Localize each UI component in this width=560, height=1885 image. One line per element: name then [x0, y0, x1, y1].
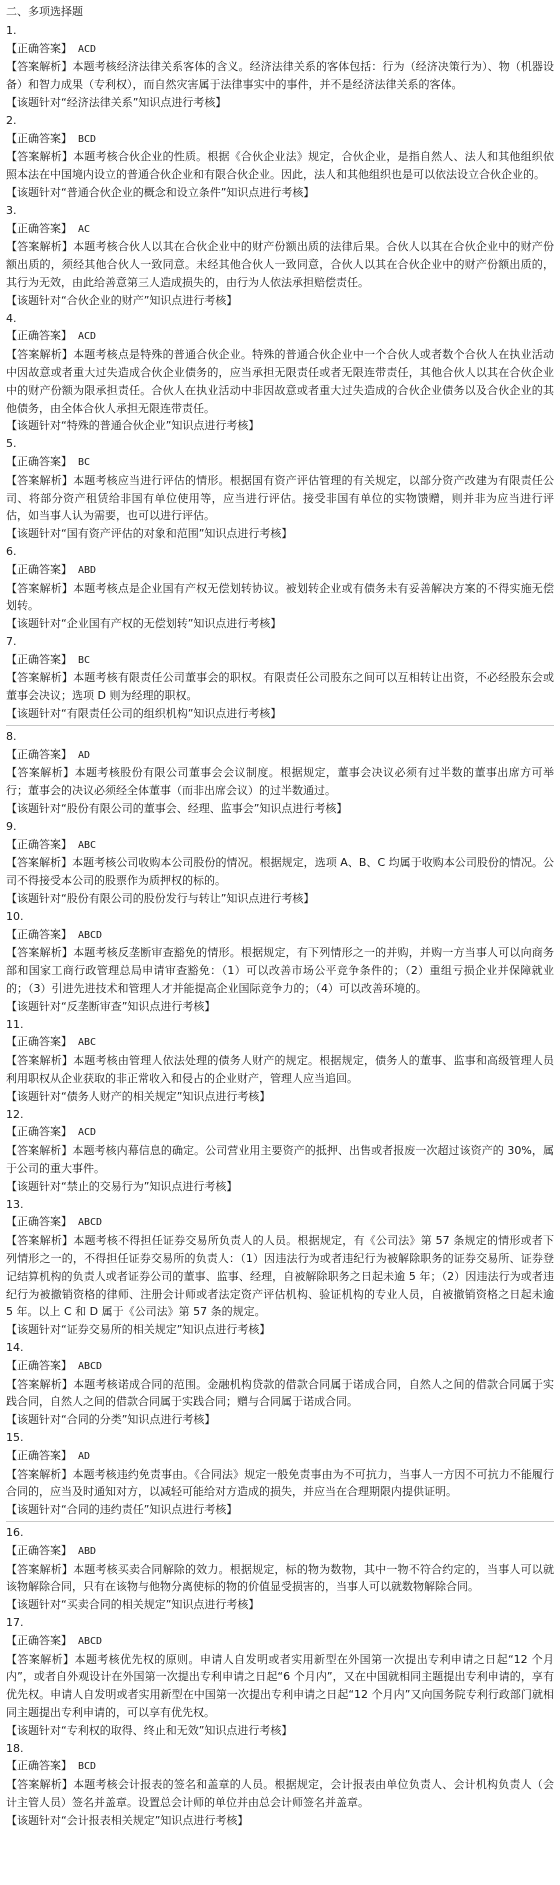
analysis-text: 本题考核不得担任证券交易所负责人的人员。根据规定，有《公司法》第 57 条规定的情形或者下列情形之一的，不得担任证券交易所的负责人：（1）因违法行为或者违纪行为被解除职务的证券交易所、证券登记结算机构的负责人或者证券公司的董事、监事、经理，自被解除职务之日起未逾 5 年；（2）因违法行为或者违纪行为被撤销资格的律师、注册会计师或者法定资产评估机构、验证机构的专业人员，自被撤销资格之日起未逾 5 年。以上 C 和 D 属于《公司法》第 57 条的规定。 — [6, 1234, 554, 1319]
answer-label: 【正确答案】 — [6, 1448, 72, 1462]
question-block — [6, 633, 554, 726]
knowledge-point-note: 【该题针对“买卖合同的相关规定”知识点进行考核】 — [6, 1598, 260, 1612]
analysis-label: 【答案解析】 — [6, 473, 74, 487]
answer-analysis — [6, 58, 554, 94]
knowledge-point-note: 【该题针对“合伙企业的财产”知识点进行考核】 — [6, 293, 238, 307]
answer-label: 【正确答案】 — [6, 1125, 72, 1139]
answer-analysis — [6, 764, 554, 800]
analysis-text: 本题考核内幕信息的确定。公司营业用主要资产的抵押、出售或者报废一次超过该资产的 30%，属于公司的重大事件。 — [6, 1144, 554, 1175]
answer-letters: ABC — [78, 839, 97, 851]
answer-letters: ABCD — [78, 1217, 103, 1229]
answer-label: 【正确答案】 — [6, 1358, 72, 1372]
analysis-label: 【答案解析】 — [6, 1778, 74, 1792]
answer-letters: BCD — [78, 133, 97, 145]
question-number: 10. — [6, 909, 24, 923]
analysis-label: 【答案解析】 — [6, 581, 74, 595]
correct-answer-line — [6, 453, 554, 472]
answer-letters: ABC — [78, 1037, 97, 1049]
answer-letters: AD — [78, 1450, 91, 1462]
analysis-label: 【答案解析】 — [6, 856, 73, 870]
knowledge-point-note: 【该题针对“债务人财产的相关规定”知识点进行考核】 — [6, 1089, 271, 1103]
question-block — [6, 1740, 554, 1830]
question-block — [6, 543, 554, 633]
analysis-label: 【答案解析】 — [6, 1234, 74, 1248]
correct-answer-line — [6, 40, 554, 59]
correct-answer-line — [6, 561, 554, 580]
question-block — [6, 435, 554, 543]
answer-letters: BCD — [78, 1761, 97, 1773]
answer-analysis — [6, 148, 554, 184]
question-number: 18. — [6, 1741, 24, 1755]
question-number: 11. — [6, 1017, 24, 1031]
answer-analysis — [6, 1561, 554, 1597]
answer-analysis — [6, 854, 554, 890]
question-number: 7. — [6, 634, 17, 648]
answer-label: 【正确答案】 — [6, 652, 72, 666]
correct-answer-line — [6, 1542, 554, 1561]
question-block — [6, 112, 554, 202]
answer-analysis — [6, 346, 554, 417]
answer-label: 【正确答案】 — [6, 221, 72, 235]
correct-answer-line — [6, 1447, 554, 1466]
knowledge-point-note: 【该题针对“国有资产评估的对象和范围”知识点进行考核】 — [6, 527, 293, 541]
answer-label: 【正确答案】 — [6, 1633, 72, 1647]
correct-answer-line — [6, 1033, 554, 1052]
knowledge-point-note: 【该题针对“专利权的取得、终止和无效”知识点进行考核】 — [6, 1723, 293, 1737]
analysis-text: 本题考核公司收购本公司股份的情况。根据规定，选项 A、B、C 均属于收购本公司股份的情况。公司不得接受本公司的股票作为质押权的标的。 — [6, 856, 554, 888]
answer-analysis — [6, 472, 554, 525]
knowledge-point-note: 【该题针对“特殊的普通合伙企业”知识点进行考核】 — [6, 419, 260, 433]
answer-label: 【正确答案】 — [6, 1759, 72, 1773]
answer-analysis — [6, 1651, 554, 1722]
answer-label: 【正确答案】 — [6, 747, 72, 761]
correct-answer-line — [6, 220, 554, 239]
answer-analysis — [6, 944, 554, 997]
knowledge-point-note: 【该题针对“股份有限公司的股份发行与转让”知识点进行考核】 — [6, 892, 315, 906]
analysis-text: 本题考核应当进行评估的情形。根据国有资产评估管理的有关规定，以部分资产改建为有限责任公司、将部分资产租赁给非国有单位使用等，应当进行评估。接受非国有单位的实物馈赠，则并非为应当进行评估，如当事人认为需要，也可以进行评估。 — [6, 473, 554, 523]
question-block — [6, 1339, 554, 1429]
question-block — [6, 908, 554, 1016]
answer-letters: ABCD — [78, 929, 103, 941]
analysis-text: 本题考核股份有限公司董事会会议制度。根据规定，董事会决议必须有过半数的董事出席方可举行；董事会的决议必须经全体董事（而非出席会议）的过半数通过。 — [6, 766, 555, 798]
analysis-label: 【答案解析】 — [6, 1377, 74, 1391]
analysis-text: 本题考核合伙企业的性质。根据《合伙企业法》规定，合伙企业，是指自然人、法人和其他组织依照本法在中国境内设立的普通合伙企业和有限合伙企业。因此，法人和其他组织也是可以依法设立合伙企业的。 — [6, 150, 554, 182]
answer-analysis — [6, 669, 554, 705]
question-number: 2. — [6, 113, 17, 127]
analysis-text: 本题考核经济法律关系客体的含义。经济法律关系的客体包括：行为（经济决策行为）、物（机器设备）和智力成果（专利权），而自然灾害属于法律事实中的事件，并不是经济法律关系的客体。 — [6, 60, 555, 92]
answer-label: 【正确答案】 — [6, 1035, 72, 1049]
analysis-text: 本题考核诺成合同的范围。金融机构贷款的借款合同属于诺成合同，自然人之间的借款合同属于实践合同，自然人之间的借款合同属于实践合同；赠与合同属于诺成合同。 — [6, 1377, 554, 1409]
correct-answer-line — [6, 130, 554, 149]
answer-letters: BC — [78, 654, 91, 666]
answer-letters: AC — [78, 223, 91, 235]
analysis-label: 【答案解析】 — [6, 1467, 73, 1481]
analysis-text: 本题考核违约免责事由。《合同法》规定一般免责事由为不可抗力，当事人一方因不可抗力不能履行合同的，应当及时通知对方，以减轻可能给对方造成的损失，并应当在合理期限内提供证明。 — [6, 1467, 555, 1499]
answer-letters: ABD — [78, 564, 97, 576]
question-number: 12. — [6, 1107, 24, 1121]
question-number: 9. — [6, 819, 17, 833]
answer-letters: AD — [78, 749, 91, 761]
analysis-label: 【答案解析】 — [6, 946, 74, 960]
answer-label: 【正确答案】 — [6, 454, 72, 468]
analysis-text: 本题考核有限责任公司董事会的职权。有限责任公司股东之间可以互相转让出资，不必经股东会或董事会决议；选项 D 则为经理的职权。 — [6, 671, 554, 703]
question-number: 13. — [6, 1197, 24, 1211]
question-block — [6, 1524, 554, 1614]
question-block — [6, 818, 554, 908]
answer-analysis — [6, 1376, 554, 1412]
knowledge-point-note: 【该题针对“合同的分类”知识点进行考核】 — [6, 1413, 216, 1427]
analysis-text: 本题考核会计报表的签名和盖章的人员。根据规定，会计报表由单位负责人、会计机构负责人（会计主管人员）签名并盖章。设置总会计师的单位并由总会计师签名并盖章。 — [6, 1778, 554, 1809]
question-block — [6, 1196, 554, 1339]
answer-label: 【正确答案】 — [6, 562, 72, 576]
answer-letters: ACD — [78, 331, 97, 343]
section-title: 二、多项选择题 — [6, 5, 83, 18]
analysis-text: 本题考核点是特殊的普通合伙企业。特殊的普通合伙企业中一个合伙人或者数个合伙人在执业活动中因故意或者重大过失造成合伙企业债务的，应当承担无限责任或者无限连带责任，其他合伙人以其在合伙企业中的财产份额为限承担责任。合伙人在执业活动中非因故意或者重大过失造成的合伙企业债务以及合伙企业的其他债务，由全体合伙人承担无限连带责任。 — [6, 348, 554, 415]
knowledge-point-note: 【该题针对“普通合伙企业的概念和设立条件”知识点进行考核】 — [6, 185, 315, 199]
question-block — [6, 728, 554, 818]
answer-label: 【正确答案】 — [6, 837, 72, 851]
analysis-label: 【答案解析】 — [6, 348, 74, 362]
correct-answer-line — [6, 1757, 554, 1776]
question-number: 8. — [6, 729, 17, 743]
answer-letters: ACD — [78, 43, 97, 55]
correct-answer-line — [6, 746, 554, 765]
correct-answer-line — [6, 651, 554, 670]
question-number: 14. — [6, 1340, 24, 1354]
question-block — [6, 1614, 554, 1740]
question-block — [6, 22, 554, 112]
answer-label: 【正确答案】 — [6, 329, 72, 343]
answer-letters: BC — [78, 456, 91, 468]
question-block — [6, 1106, 554, 1196]
correct-answer-line — [6, 836, 554, 855]
knowledge-point-note: 【该题针对“经济法律关系”知识点进行考核】 — [6, 95, 227, 109]
answer-analysis — [6, 580, 554, 616]
analysis-label: 【答案解析】 — [6, 150, 74, 164]
page-divider — [6, 1521, 554, 1522]
analysis-label: 【答案解析】 — [6, 60, 73, 74]
page-divider — [6, 725, 554, 726]
question-number: 6. — [6, 544, 17, 558]
analysis-label: 【答案解析】 — [6, 1144, 73, 1158]
answer-label: 【正确答案】 — [6, 1215, 72, 1229]
answer-letters: ABCD — [78, 1360, 103, 1372]
question-number: 3. — [6, 203, 17, 217]
correct-answer-line — [6, 926, 554, 945]
question-number: 4. — [6, 311, 17, 325]
knowledge-point-note: 【该题针对“证券交易所的相关规定”知识点进行考核】 — [6, 1323, 271, 1337]
question-block — [6, 310, 554, 436]
knowledge-point-note: 【该题针对“企业国有产权的无偿划转”知识点进行考核】 — [6, 617, 282, 631]
answer-analysis — [6, 1466, 554, 1502]
answer-label: 【正确答案】 — [6, 41, 72, 55]
knowledge-point-note: 【该题针对“合同的违约责任”知识点进行考核】 — [6, 1503, 238, 1517]
correct-answer-line — [6, 1357, 554, 1376]
question-block — [6, 202, 554, 310]
answer-letters: ACD — [78, 1127, 97, 1139]
answer-letters: ABD — [78, 1545, 97, 1557]
analysis-label: 【答案解析】 — [6, 240, 74, 254]
analysis-text: 本题考核反垄断审查豁免的情形。根据规定，有下列情形之一的并购，并购一方当事人可以向商务部和国家工商行政管理总局申请审查豁免：（1）可以改善市场公平竞争条件的；（2）重组亏损企业并保障就业的；（3）引进先进技术和管理人才并能提高企业国际竞争力的；（4）可以改善环境的。 — [6, 946, 554, 996]
analysis-text: 本题考核点是企业国有产权无偿划转协议。被划转企业或有债务未有妥善解决方案的不得实施无偿划转。 — [6, 581, 554, 613]
knowledge-point-note: 【该题针对“股份有限公司的董事会、经理、监事会”知识点进行考核】 — [6, 802, 348, 816]
correct-answer-line — [6, 1213, 554, 1232]
correct-answer-line — [6, 1123, 554, 1142]
knowledge-point-note: 【该题针对“会计报表相关规定”知识点进行考核】 — [6, 1813, 249, 1827]
analysis-label: 【答案解析】 — [6, 671, 74, 685]
question-list — [6, 22, 554, 1830]
question-number: 16. — [6, 1525, 24, 1539]
analysis-text: 本题考核买卖合同解除的效力。根据规定，标的物为数物，其中一物不符合约定的，当事人可以就该物解除合同，只有在该物与他物分离使标的物的价值显受损害的，当事人可以就数物解除合同。 — [6, 1562, 554, 1594]
answer-label: 【正确答案】 — [6, 927, 72, 941]
correct-answer-line — [6, 1632, 554, 1651]
answer-label: 【正确答案】 — [6, 1543, 72, 1557]
analysis-text: 本题考核优先权的原则。申请人自发明或者实用新型在外国第一次提出专利申请之日起“12 个月内”，或者自外观设计在外国第一次提出专利申请之日起“6 个月内”，又在中国就相同主题提出专利申请的，享有优先权。申请人自发明或者实用新型在中国第一次提出专利申请之日起“12 个月内”又向国务院专利行政部门就相同主题提出专利申请的，可以享有优先权。 — [6, 1652, 554, 1719]
answer-label: 【正确答案】 — [6, 131, 72, 145]
answer-analysis — [6, 1232, 554, 1321]
analysis-label: 【答案解析】 — [6, 766, 75, 780]
question-block — [6, 1016, 554, 1106]
analysis-label: 【答案解析】 — [6, 1054, 74, 1068]
question-number: 5. — [6, 437, 17, 451]
analysis-label: 【答案解析】 — [6, 1652, 75, 1666]
question-number: 1. — [6, 23, 17, 37]
answer-analysis — [6, 1052, 554, 1088]
knowledge-point-note: 【该题针对“有限责任公司的组织机构”知识点进行考核】 — [6, 707, 282, 721]
answer-letters: ABCD — [78, 1635, 103, 1647]
answer-analysis — [6, 1142, 554, 1178]
question-number: 17. — [6, 1615, 24, 1629]
answer-analysis — [6, 1776, 554, 1812]
knowledge-point-note: 【该题针对“反垄断审查”知识点进行考核】 — [6, 999, 216, 1013]
analysis-label: 【答案解析】 — [6, 1562, 74, 1576]
correct-answer-line — [6, 327, 554, 346]
analysis-text: 本题考核由管理人依法处理的债务人财产的规定。根据规定，债务人的董事、监事和高级管理人员利用职权从企业获取的非正常收入和侵占的企业财产，管理人应当追回。 — [6, 1054, 554, 1086]
question-block — [6, 1429, 554, 1522]
knowledge-point-note: 【该题针对“禁止的交易行为”知识点进行考核】 — [6, 1179, 238, 1193]
answer-analysis — [6, 238, 554, 291]
question-number: 15. — [6, 1430, 24, 1444]
analysis-text: 本题考核合伙人以其在合伙企业中的财产份额出质的法律后果。合伙人以其在合伙企业中的财产份额出质的，须经其他合伙人一致同意。未经其他合伙人一致同意，合伙人以其在合伙企业中的财产份额出质的，其行为无效，由此给善意第三人造成损失的，由行为人依法承担赔偿责任。 — [6, 240, 554, 289]
